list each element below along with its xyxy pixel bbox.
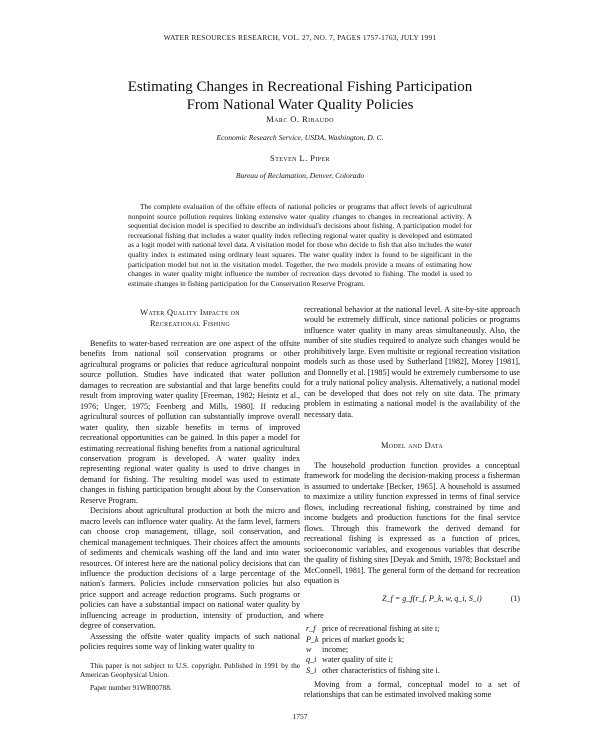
body-paragraph: Moving from a formal, conceptual model to a set of relationships that can be estimated involved making some xyxy=(304,679,520,700)
body-paragraph: Benefits to water-based recreation are one aspect of the offsite benefits from national soil conservation programs or other agricultural programs or policies that reduce agricultural nonpoint source pollution. Studies have indicated that water pollution damages to recreation are substantial and that large benefits could result from improving water quality [Freeman, 1982; Heintz et al., 1976; Unger, 1975; Feenberg and Mills, 1980]. If reducing agricultural sources of pollution can substantially improve overall water quality, then sizable benefits in terms of improved recreational opportunities can be gained. In this paper a model for estimating recreational fishing benefits from a national agricultural conservation program is developed. A water quality index representing regional water quality is used to drive changes in demand for fishing. The resulting model was used to estimate changes in fishing participation brought about by the Conservation Reserve Program. xyxy=(80,339,300,505)
symbol: q_i xyxy=(306,655,317,665)
author-name: Marc O. Ribaudo xyxy=(266,114,334,124)
section-heading: Model and Data xyxy=(380,440,444,450)
where-label: where xyxy=(304,610,324,620)
body-paragraph: Decisions about agricultural production at both the micro and macro levels can influence water quality. At the farm level, farmers can choose crop management, tillage, soil conservation, and chemical management techniques. Their choices affect the amounts of sediments and chemicals washing off the land and into water resources. Of interest here are the national policy decisions that can influence the production decisions of a large percentage of the nation's farmers. Policies include conservation policies but also price support and acreage reduction programs. Such programs or policies can have a substantial impact on national water quality by influencing acreage in production, intensity of production, and degree of conservation. xyxy=(80,506,300,631)
symbol: P_k xyxy=(306,634,319,644)
equation-number: (1) xyxy=(510,594,520,604)
definition-text: income; xyxy=(322,644,349,654)
definition-text: water quality of site i; xyxy=(322,655,394,665)
page-number: 1757 xyxy=(292,712,308,721)
equation-formula: Z_f = g_f(r_f, P_k, w, q_i, S_i) xyxy=(382,594,482,604)
definition-item xyxy=(306,666,520,676)
heading-line: Recreational Fishing xyxy=(150,319,230,328)
running-head: WATER RESOURCES RESEARCH, VOL. 27, NO. 7, PAGES 1757-1763, JULY 1991 xyxy=(163,33,437,42)
footnotes xyxy=(80,661,300,693)
symbol: r_f xyxy=(306,624,316,634)
definition-item xyxy=(306,645,520,655)
definition-item xyxy=(306,624,520,634)
body-paragraph: recreational behavior at the national level. A site-by-site approach would be extremely difficult, since national policies or programs influence water quality in many areas simultaneously. Also, the number of site studies required to analyze such changes would be prohibitively large. Even multisite or regional recreation visitation models such as those used by Sutherland [1982], Morey [1981], and Donnelly et al. [1985] would be extremely cumbersome to use for a truly national policy analysis. Alternatively, a national model can be developed that does not rely on site data. The primary problem in estimating a national model is the availability of the necessary data. xyxy=(304,305,520,419)
definition-item xyxy=(306,635,520,645)
author-affiliation: Bureau of Reclamation, Denver, Colorado xyxy=(235,171,365,180)
author-name: Steven L. Piper xyxy=(270,153,330,163)
body-paragraph: Assessing the offsite water quality impacts of such national policies requires some way of linking water quality to xyxy=(80,631,300,652)
section-heading xyxy=(80,307,300,329)
abstract: The complete evaluation of the offsite effects of national policies or programs that affect levels of agricultural nonpoint source pollution requires linking extensive water quality changes to changes in recreational activity. A sequential decision model is specified to describe an individual's decisions about fishing. A participation model for recreational fishing that includes a water quality index reflecting regional water quality is developed and estimated as a logit model with national level data. A visitation model for those who decide to fish that also includes the water quality index is estimated using ordinary least squares. The water quality index is found to be significant in the participation model but not in the visitation model. Together, the two models provide a means of estimating how changes in water quality might influence the number of recreation days devoted to fishing. The model is used to estimate changes in fishing participation for the Conservation Reserve Program. xyxy=(128,202,472,288)
definition-text: price of recreational fishing at site i; xyxy=(322,624,440,634)
heading-line: Water Quality Impacts on xyxy=(140,308,240,317)
author-affiliation: Economic Research Service, USDA, Washington, D. C. xyxy=(216,133,384,142)
left-column xyxy=(80,305,300,695)
paper-number-footnote: Paper number 91WR00788. xyxy=(90,682,172,692)
right-column xyxy=(304,305,520,701)
definition-text: other characteristics of fishing site i. xyxy=(322,665,440,675)
copyright-footnote: This paper is not subject to U.S. copyright. Published in 1991 by the American Geophysical Union. xyxy=(80,660,300,680)
title-line-2: From National Water Quality Policies xyxy=(186,97,414,113)
symbol: w xyxy=(306,644,312,654)
body-paragraph: The household production function provides a conceptual framework for modeling the decision-making process a fisherman is assumed to undertake [Becker, 1965]. A household is assumed to maximize a utility function expressed in terms of final service flows, including recreational fishing, constrained by time and income budgets and production functions for the final service flows. Through this framework the derived demand for recreational fishing is expressed as a function of prices, socioeconomic variables, and exogenous variables that describe the quality of fishing sites [Deyak and Smith, 1978; Bockstael and McConnell, 1981]. The general form of the demand for recreation equation is xyxy=(304,460,520,585)
equation xyxy=(304,594,520,604)
definition-text: prices of market goods k; xyxy=(322,634,405,644)
symbol: S_i xyxy=(306,665,317,675)
title-line-1: Estimating Changes in Recreational Fishing Participation xyxy=(127,79,473,95)
variable-definitions xyxy=(306,624,520,675)
paper-title xyxy=(0,78,600,114)
definition-item xyxy=(306,655,520,665)
